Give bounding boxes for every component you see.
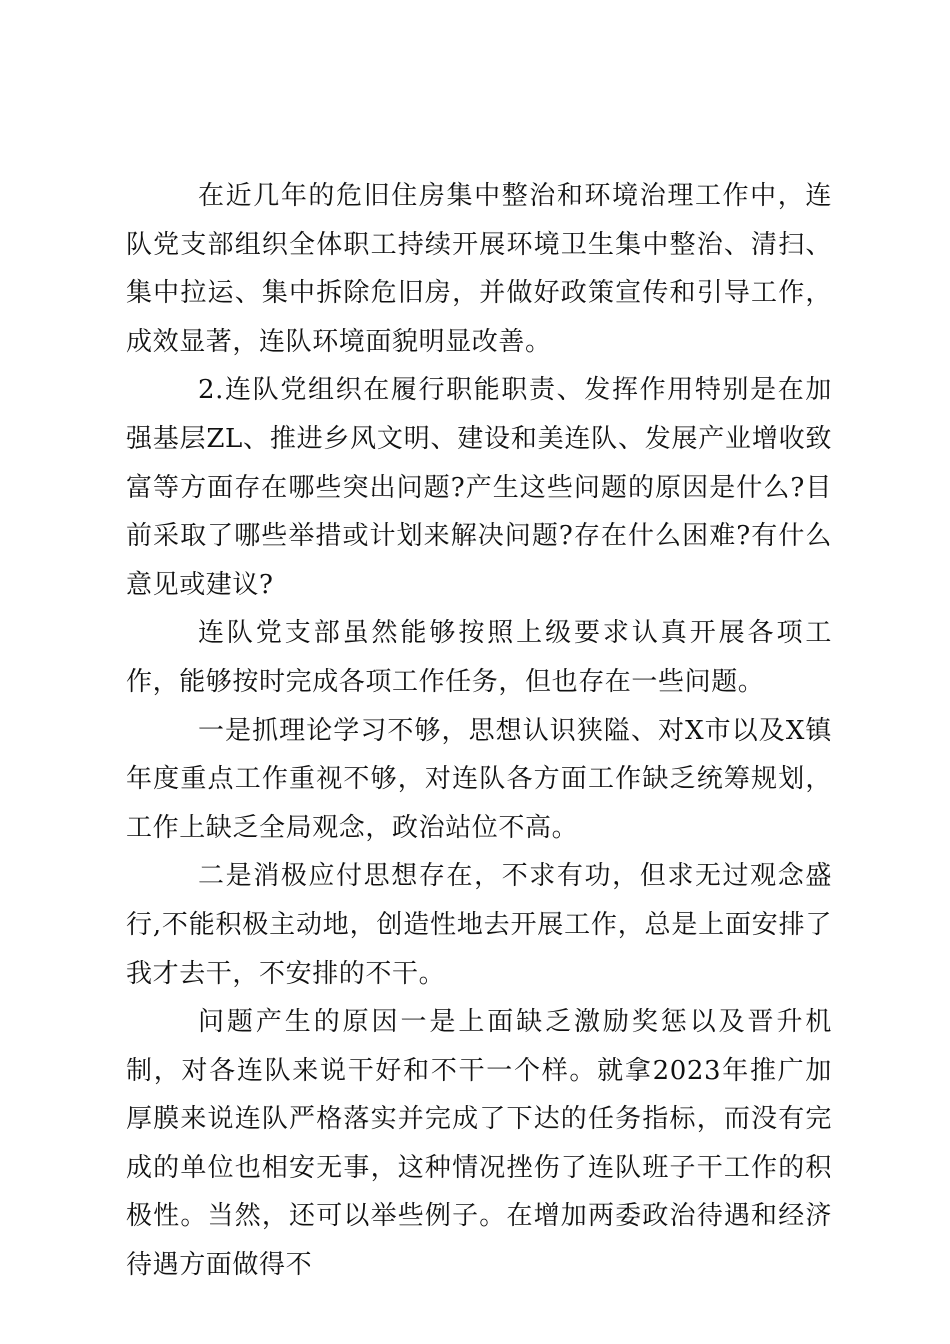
- paragraph-question-2: 2.连队党组织在履行职能职责、发挥作用特别是在加强基层ZL、推进乡风文明、建设和美连队、发展产业增收致富等方面存在哪些突出问题?产生这些问题的原因是什么?目前采取了哪些举措或计划来解决问题?存在什么困难?有什么意见或建议?: [126, 375, 832, 600]
- paragraph-environment-renovation: 在近几年的危旧住房集中整治和环境治理工作中，连队党支部组织全体职工持续开展环境卫生集中整治、清扫、集中拉运、集中拆除危旧房，并做好政策宣传和引导工作，成效显著，连队环境面貌明显改善。: [126, 181, 832, 357]
- paragraph-problem-one: 一是抓理论学习不够，思想认识狭隘、对X市以及X镇年度重点工作重视不够，对连队各方面工作缺乏统筹规划，工作上缺乏全局观念，政治站位不高。: [126, 715, 832, 843]
- document-body: [126, 172, 832, 1290]
- paragraph-cause: 问题产生的原因一是上面缺乏激励奖惩以及晋升机制，对各连队来说干好和不干一个样。就拿2023年推广加厚膜来说连队严格落实并完成了下达的任务指标，而没有完成的单位也相安无事，这种情况挫伤了连队班子干工作的积极性。当然，还可以举些例子。在增加两委政治待遇和经济待遇方面做得不: [126, 1007, 832, 1281]
- paragraph-answer-intro: 连队党支部虽然能够按照上级要求认真开展各项工作，能够按时完成各项工作任务，但也存在一些问题。: [126, 618, 832, 697]
- paragraph-problem-two: 二是消极应付思想存在，不求有功，但求无过观念盛行,不能积极主动地，创造性地去开展工作，总是上面安排了我才去干，不安排的不干。: [126, 861, 832, 989]
